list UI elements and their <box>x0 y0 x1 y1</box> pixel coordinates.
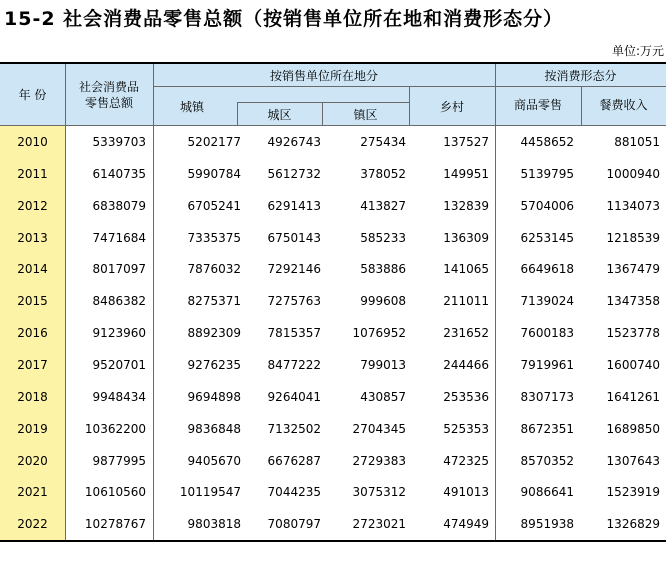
cell-city-district: 6750143 <box>267 230 321 245</box>
header-rural: 乡村 <box>439 100 464 114</box>
header-urban: 城镇 <box>180 100 205 114</box>
cell-rural: 211011 <box>443 294 489 309</box>
cell-urban: 5202177 <box>187 135 241 149</box>
cell-urban: 9276235 <box>187 357 241 372</box>
cell-year: 2015 <box>17 294 48 309</box>
header-catering: 餐费收入 <box>599 98 648 112</box>
header-by-location: 按销售单位所在地分 <box>269 69 378 83</box>
cell-town-district: 585233 <box>360 230 406 245</box>
table-row <box>0 508 666 540</box>
cell-total: 10278767 <box>84 517 146 532</box>
cell-rural: 231652 <box>443 326 489 341</box>
cell-catering: 1326829 <box>606 517 660 532</box>
cell-town-district: 583886 <box>360 262 406 277</box>
cell-town-district: 799013 <box>360 357 406 372</box>
cell-rural: 472325 <box>443 453 489 468</box>
cell-town-district: 2723021 <box>352 517 406 532</box>
cell-catering: 1641261 <box>606 389 660 404</box>
table-row <box>0 158 666 190</box>
cell-catering: 1347358 <box>606 294 660 309</box>
cell-urban: 10119547 <box>179 485 241 500</box>
cell-total: 8486382 <box>92 294 146 309</box>
table-row <box>0 222 666 254</box>
cell-catering: 1307643 <box>606 453 660 468</box>
cell-total: 6140735 <box>92 166 146 181</box>
table-row <box>0 190 666 222</box>
cell-rural: 525353 <box>443 421 489 436</box>
cell-year: 2020 <box>17 453 48 468</box>
table-row <box>0 381 666 413</box>
cell-rural: 474949 <box>443 517 489 532</box>
header-by-form: 按消费形态分 <box>544 69 617 83</box>
cell-year: 2017 <box>17 357 48 372</box>
header-year: 年 份 <box>18 88 47 102</box>
cell-catering: 1523778 <box>606 326 660 341</box>
cell-year: 2018 <box>17 389 48 404</box>
cell-total: 10610560 <box>84 485 146 500</box>
cell-urban: 8275371 <box>187 294 241 309</box>
cell-city-district: 4926743 <box>267 135 321 149</box>
cell-goods-retail: 7139024 <box>520 294 574 309</box>
cell-total: 9123960 <box>92 326 146 341</box>
cell-catering: 1134073 <box>606 198 660 213</box>
cell-rural: 141065 <box>443 262 489 277</box>
cell-town-district: 3075312 <box>352 485 406 500</box>
header-city-district: 城区 <box>267 108 292 122</box>
cell-year: 2012 <box>17 198 48 213</box>
cell-town-district: 2729383 <box>352 453 406 468</box>
header-total-line1: 社会消费品 <box>78 80 139 94</box>
cell-rural: 244466 <box>443 357 489 372</box>
cell-year: 2014 <box>17 262 48 277</box>
cell-catering: 1367479 <box>606 262 660 277</box>
cell-goods-retail: 8307173 <box>520 389 574 404</box>
cell-town-district: 2704345 <box>352 421 406 436</box>
cell-year: 2019 <box>17 421 48 436</box>
cell-goods-retail: 8570352 <box>520 453 574 468</box>
table-row <box>0 317 666 349</box>
cell-total: 9877995 <box>92 453 146 468</box>
page-title: 15-2 社会消费品零售总额（按销售单位所在地和消费形态分） <box>4 8 564 30</box>
cell-city-district: 7292146 <box>267 262 321 277</box>
cell-total: 7471684 <box>92 230 146 245</box>
cell-goods-retail: 7919961 <box>520 357 574 372</box>
cell-goods-retail: 6649618 <box>520 262 574 277</box>
table-row <box>0 253 666 285</box>
cell-year: 2021 <box>17 485 48 500</box>
cell-goods-retail: 5704006 <box>520 198 574 213</box>
cell-urban: 5990784 <box>187 166 241 181</box>
cell-catering: 1689850 <box>606 421 660 436</box>
cell-urban: 6705241 <box>187 198 241 213</box>
cell-town-district: 413827 <box>360 198 406 213</box>
cell-city-district: 7044235 <box>267 485 321 500</box>
cell-rural: 253536 <box>443 389 489 404</box>
cell-city-district: 7132502 <box>267 421 321 436</box>
cell-urban: 7876032 <box>187 262 241 277</box>
cell-year: 2016 <box>17 326 48 341</box>
cell-goods-retail: 4458652 <box>520 135 574 149</box>
cell-catering: 881051 <box>614 135 660 149</box>
cell-urban: 9694898 <box>187 389 241 404</box>
cell-rural: 137527 <box>443 135 489 149</box>
header-divider <box>65 64 66 125</box>
cell-total: 6838079 <box>92 198 146 213</box>
cell-total: 5339703 <box>92 135 146 149</box>
cell-goods-retail: 6253145 <box>520 230 574 245</box>
cell-year: 2010 <box>17 135 48 149</box>
cell-rural: 491013 <box>443 485 489 500</box>
header-divider <box>237 102 409 103</box>
cell-urban: 9836848 <box>187 421 241 436</box>
cell-urban: 9803818 <box>187 517 241 532</box>
cell-total: 10362200 <box>84 421 146 436</box>
table-row <box>0 349 666 381</box>
cell-goods-retail: 5139795 <box>520 166 574 181</box>
header-total-line2: 零售总额 <box>84 96 133 110</box>
cell-goods-retail: 8951938 <box>520 517 574 532</box>
cell-city-district: 5612732 <box>267 166 321 181</box>
unit-label: 单位:万元 <box>611 44 664 58</box>
cell-city-district: 6291413 <box>267 198 321 213</box>
cell-catering: 1523919 <box>606 485 660 500</box>
cell-city-district: 8477222 <box>267 357 321 372</box>
cell-city-district: 7815357 <box>267 326 321 341</box>
cell-urban: 7335375 <box>187 230 241 245</box>
cell-town-district: 430857 <box>360 389 406 404</box>
header-goods-retail: 商品零售 <box>513 98 562 112</box>
cell-city-district: 7080797 <box>267 517 321 532</box>
table-row <box>0 445 666 477</box>
cell-goods-retail: 9086641 <box>520 485 574 500</box>
cell-catering: 1000940 <box>606 166 660 181</box>
cell-town-district: 1076952 <box>352 326 406 341</box>
cell-rural: 132839 <box>443 198 489 213</box>
cell-year: 2011 <box>17 166 48 181</box>
cell-year: 2022 <box>17 517 48 532</box>
cell-city-district: 7275763 <box>267 294 321 309</box>
cell-town-district: 275434 <box>360 135 406 149</box>
table-row <box>0 476 666 508</box>
header-divider <box>153 86 666 87</box>
table-row <box>0 285 666 317</box>
header-town-district: 镇区 <box>353 108 378 122</box>
cell-goods-retail: 7600183 <box>520 326 574 341</box>
cell-city-district: 6676287 <box>267 453 321 468</box>
table-row <box>0 126 666 158</box>
cell-catering: 1218539 <box>606 230 660 245</box>
cell-town-district: 999608 <box>360 294 406 309</box>
cell-total: 9948434 <box>92 389 146 404</box>
cell-rural: 149951 <box>443 166 489 181</box>
cell-rural: 136309 <box>443 230 489 245</box>
cell-urban: 9405670 <box>187 453 241 468</box>
cell-urban: 8892309 <box>187 326 241 341</box>
cell-goods-retail: 8672351 <box>520 421 574 436</box>
cell-town-district: 378052 <box>360 166 406 181</box>
cell-total: 9520701 <box>92 357 146 372</box>
table-row <box>0 413 666 445</box>
cell-total: 8017097 <box>92 262 146 277</box>
cell-catering: 1600740 <box>606 357 660 372</box>
cell-city-district: 9264041 <box>267 389 321 404</box>
cell-year: 2013 <box>17 230 48 245</box>
table-bottom-rule <box>0 540 666 542</box>
